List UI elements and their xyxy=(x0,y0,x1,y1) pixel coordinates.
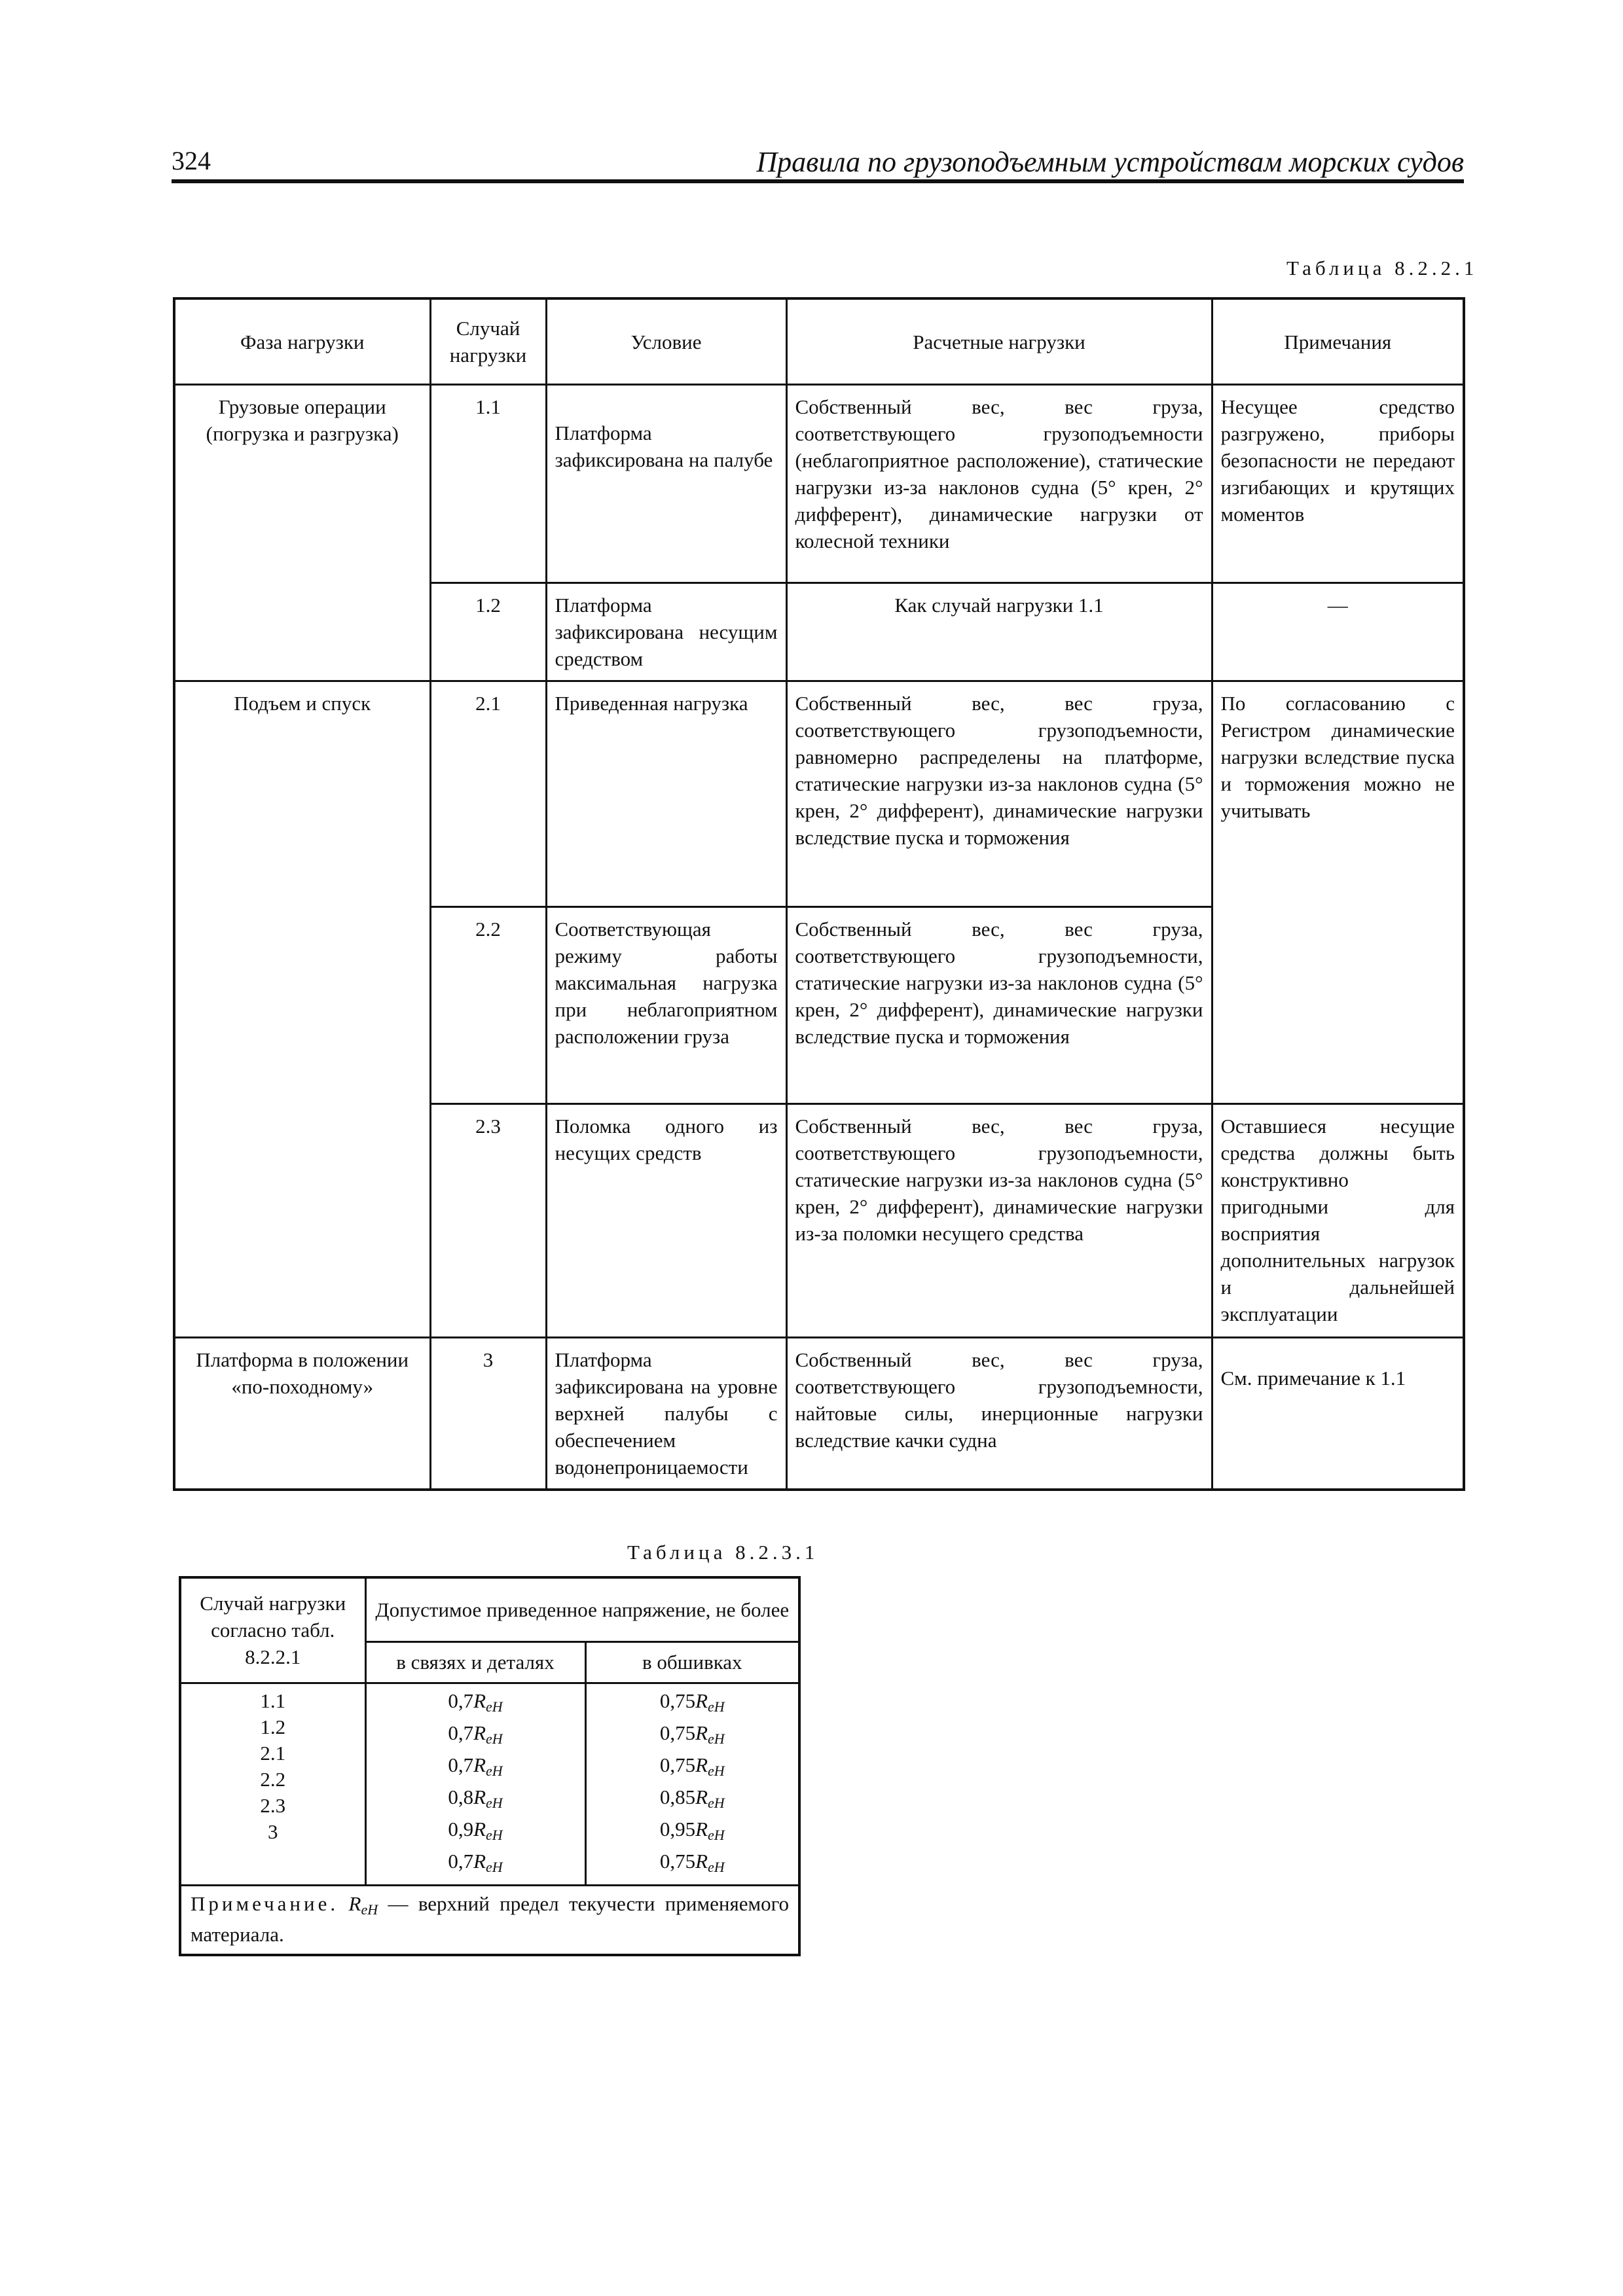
stress-factor: 0,8 xyxy=(448,1785,474,1808)
col-header-case: Случай нагрузки xyxy=(430,298,546,385)
table2-caption: Таблица 8.2.3.1 xyxy=(627,1541,819,1564)
note-label: Примечание. xyxy=(191,1892,339,1915)
case-value: 2.2 xyxy=(260,1767,286,1791)
condition-cell: Поломка одного из несущих средств xyxy=(546,1104,786,1338)
table1-caption: Таблица 8.2.2.1 xyxy=(1286,257,1478,279)
case-cell: 3 xyxy=(430,1338,546,1490)
stress-factor: 0,75 xyxy=(659,1753,696,1776)
stress-symbol: R xyxy=(695,1849,708,1873)
links-values-column xyxy=(365,1683,585,1885)
note-text: — верхний предел текучести применяемого материала. xyxy=(191,1892,790,1946)
case-value: 1.1 xyxy=(260,1689,286,1712)
stress-symbol: R xyxy=(695,1689,708,1712)
loads-cell: Собственный вес, вес груза, соответствующего грузоподъемности, равномерно распределены на платформе, статические нагрузки из-за наклонов судна (5° крен, 2° дифферент), динамические нагрузки вследствие пуска и торможения xyxy=(786,681,1212,907)
stress-symbol-sub: eH xyxy=(708,1858,725,1875)
table-row xyxy=(174,1338,1464,1490)
stress-factor: 0,85 xyxy=(659,1785,696,1808)
condition-cell: Платформа зафиксирована на уровне верхней палубы с обеспечением водонепроницаемости xyxy=(546,1338,786,1490)
case-cell: 2.1 xyxy=(430,681,546,907)
stress-symbol: R xyxy=(695,1753,708,1776)
stress-symbol: R xyxy=(473,1689,486,1712)
col-header-condition: Условие xyxy=(546,298,786,385)
stress-value xyxy=(372,1688,579,1720)
stress-factor: 0,7 xyxy=(448,1689,474,1712)
col-header-plating: в обшивках xyxy=(585,1641,799,1683)
condition-cell: Приведенная нагрузка xyxy=(546,681,786,907)
stress-factor: 0,7 xyxy=(448,1721,474,1744)
table-header-row xyxy=(180,1577,799,1641)
col-header-links: в связях и деталях xyxy=(365,1641,585,1683)
notes-cell: Несущее средство разгружено, приборы безопасности не передают изгибающих и крутящих моментов xyxy=(1212,385,1464,583)
notes-cell: По согласованию с Регистром динамические нагрузки вследствие пуска и торможения можно не учитывать xyxy=(1212,681,1464,1104)
loads-cell: Собственный вес, вес груза, соответствующего грузоподъемности (неблагоприятное расположение), статические нагрузки из-за наклонов судна (5° крен, 2° дифферент), динамические нагрузки от колесной техники xyxy=(786,385,1212,583)
case-value: 3 xyxy=(268,1820,278,1843)
condition-cell: Соответствующая режиму работы максимальная нагрузка при неблагоприятном расположении груза xyxy=(546,907,786,1104)
stress-value xyxy=(592,1688,793,1720)
stress-symbol-sub: eH xyxy=(708,1826,725,1843)
notes-cell: Оставшиеся несущие средства должны быть конструктивно пригодными для восприятия дополнительных нагрузок и дальнейшей эксплуатации xyxy=(1212,1104,1464,1338)
loads-cell: Собственный вес, вес груза, соответствующего грузоподъемности, найтовые силы, инерционные нагрузки вследствие качки судна xyxy=(786,1338,1212,1490)
stress-symbol-sub: eH xyxy=(708,1698,725,1715)
phase-cell: Подъем и спуск xyxy=(174,681,430,1338)
case-cell: 1.1 xyxy=(430,385,546,583)
loads-cell: Собственный вес, вес груза, соответствующего грузоподъемности, статические нагрузки из-за наклонов судна (5° крен, 2° дифферент), динамические нагрузки из-за поломки несущего средства xyxy=(786,1104,1212,1338)
case-cell: 1.2 xyxy=(430,583,546,681)
stress-value xyxy=(372,1816,579,1848)
running-title: Правила по грузоподъемным устройствам морских судов xyxy=(756,146,1464,178)
load-cases-table xyxy=(173,297,1465,1491)
col-header-group: Допустимое приведенное напряжение, не более xyxy=(365,1577,799,1641)
page-number: 324 xyxy=(172,146,211,175)
stress-factor: 0,95 xyxy=(659,1817,696,1840)
table-header-row xyxy=(174,298,1464,385)
case-cell: 2.3 xyxy=(430,1104,546,1338)
stress-value xyxy=(372,1784,579,1816)
stress-value xyxy=(592,1752,793,1784)
stress-symbol: R xyxy=(473,1817,486,1840)
condition-cell: Платформа зафиксирована на палубе xyxy=(546,385,786,583)
stress-factor: 0,75 xyxy=(659,1849,696,1873)
stress-symbol: R xyxy=(473,1721,486,1744)
stress-factor: 0,7 xyxy=(448,1849,474,1873)
table-row xyxy=(174,385,1464,583)
col-header-case: Случай нагрузки согласно табл. 8.2.2.1 xyxy=(180,1577,365,1683)
stress-value xyxy=(592,1816,793,1848)
col-header-phase: Фаза нагрузки xyxy=(174,298,430,385)
table2-note xyxy=(180,1885,799,1955)
stress-factor: 0,75 xyxy=(659,1689,696,1712)
stress-symbol-sub: eH xyxy=(708,1794,725,1811)
notes-cell: См. примечание к 1.1 xyxy=(1212,1338,1464,1490)
stress-symbol: R xyxy=(695,1817,708,1840)
values-row xyxy=(180,1683,799,1885)
stress-symbol: R xyxy=(473,1753,486,1776)
stress-symbol-sub: eH xyxy=(486,1794,503,1811)
table-row xyxy=(174,681,1464,907)
stress-symbol-sub: eH xyxy=(708,1730,725,1747)
stress-value xyxy=(592,1784,793,1816)
col-header-notes: Примечания xyxy=(1212,298,1464,385)
phase-cell: Грузовые операции (погрузка и разгрузка) xyxy=(174,385,430,681)
case-cell: 2.2 xyxy=(430,907,546,1104)
stress-value xyxy=(592,1720,793,1752)
stress-symbol: R xyxy=(473,1785,486,1808)
cases-column xyxy=(180,1683,365,1885)
stress-value xyxy=(372,1752,579,1784)
case-value: 2.1 xyxy=(260,1741,286,1765)
condition-cell: Платформа зафиксирована несущим средством xyxy=(546,583,786,681)
stress-symbol-sub: eH xyxy=(486,1698,503,1715)
note-row xyxy=(180,1885,799,1955)
phase-cell: Платформа в положении «по-походному» xyxy=(174,1338,430,1490)
stress-value xyxy=(372,1848,579,1880)
plating-values-column xyxy=(585,1683,799,1885)
stress-symbol-sub: eH xyxy=(486,1762,503,1779)
stress-value xyxy=(592,1848,793,1880)
case-value: 1.2 xyxy=(260,1715,286,1738)
stress-symbol: R xyxy=(695,1785,708,1808)
col-header-loads: Расчетные нагрузки xyxy=(786,298,1212,385)
loads-cell: Как случай нагрузки 1.1 xyxy=(786,583,1212,681)
stress-symbol-sub: eH xyxy=(486,1826,503,1843)
stress-symbol-sub: eH xyxy=(486,1730,503,1747)
stress-symbol-sub: eH xyxy=(486,1858,503,1875)
note-symbol: R xyxy=(348,1892,361,1915)
page-header xyxy=(172,145,1464,183)
notes-cell: — xyxy=(1212,583,1464,681)
stress-factor: 0,9 xyxy=(448,1817,474,1840)
stress-factor: 0,75 xyxy=(659,1721,696,1744)
allowable-stress-table xyxy=(179,1576,801,1956)
note-symbol-sub: eH xyxy=(361,1901,378,1918)
loads-cell: Собственный вес, вес груза, соответствующего грузоподъемности, статические нагрузки из-за наклонов судна (5° крен, 2° дифферент), динамические нагрузки вследствие пуска и торможения xyxy=(786,907,1212,1104)
stress-symbol-sub: eH xyxy=(708,1762,725,1779)
stress-value xyxy=(372,1720,579,1752)
stress-symbol: R xyxy=(473,1849,486,1873)
case-value: 2.3 xyxy=(260,1793,286,1817)
stress-symbol: R xyxy=(695,1721,708,1744)
stress-factor: 0,7 xyxy=(448,1753,474,1776)
